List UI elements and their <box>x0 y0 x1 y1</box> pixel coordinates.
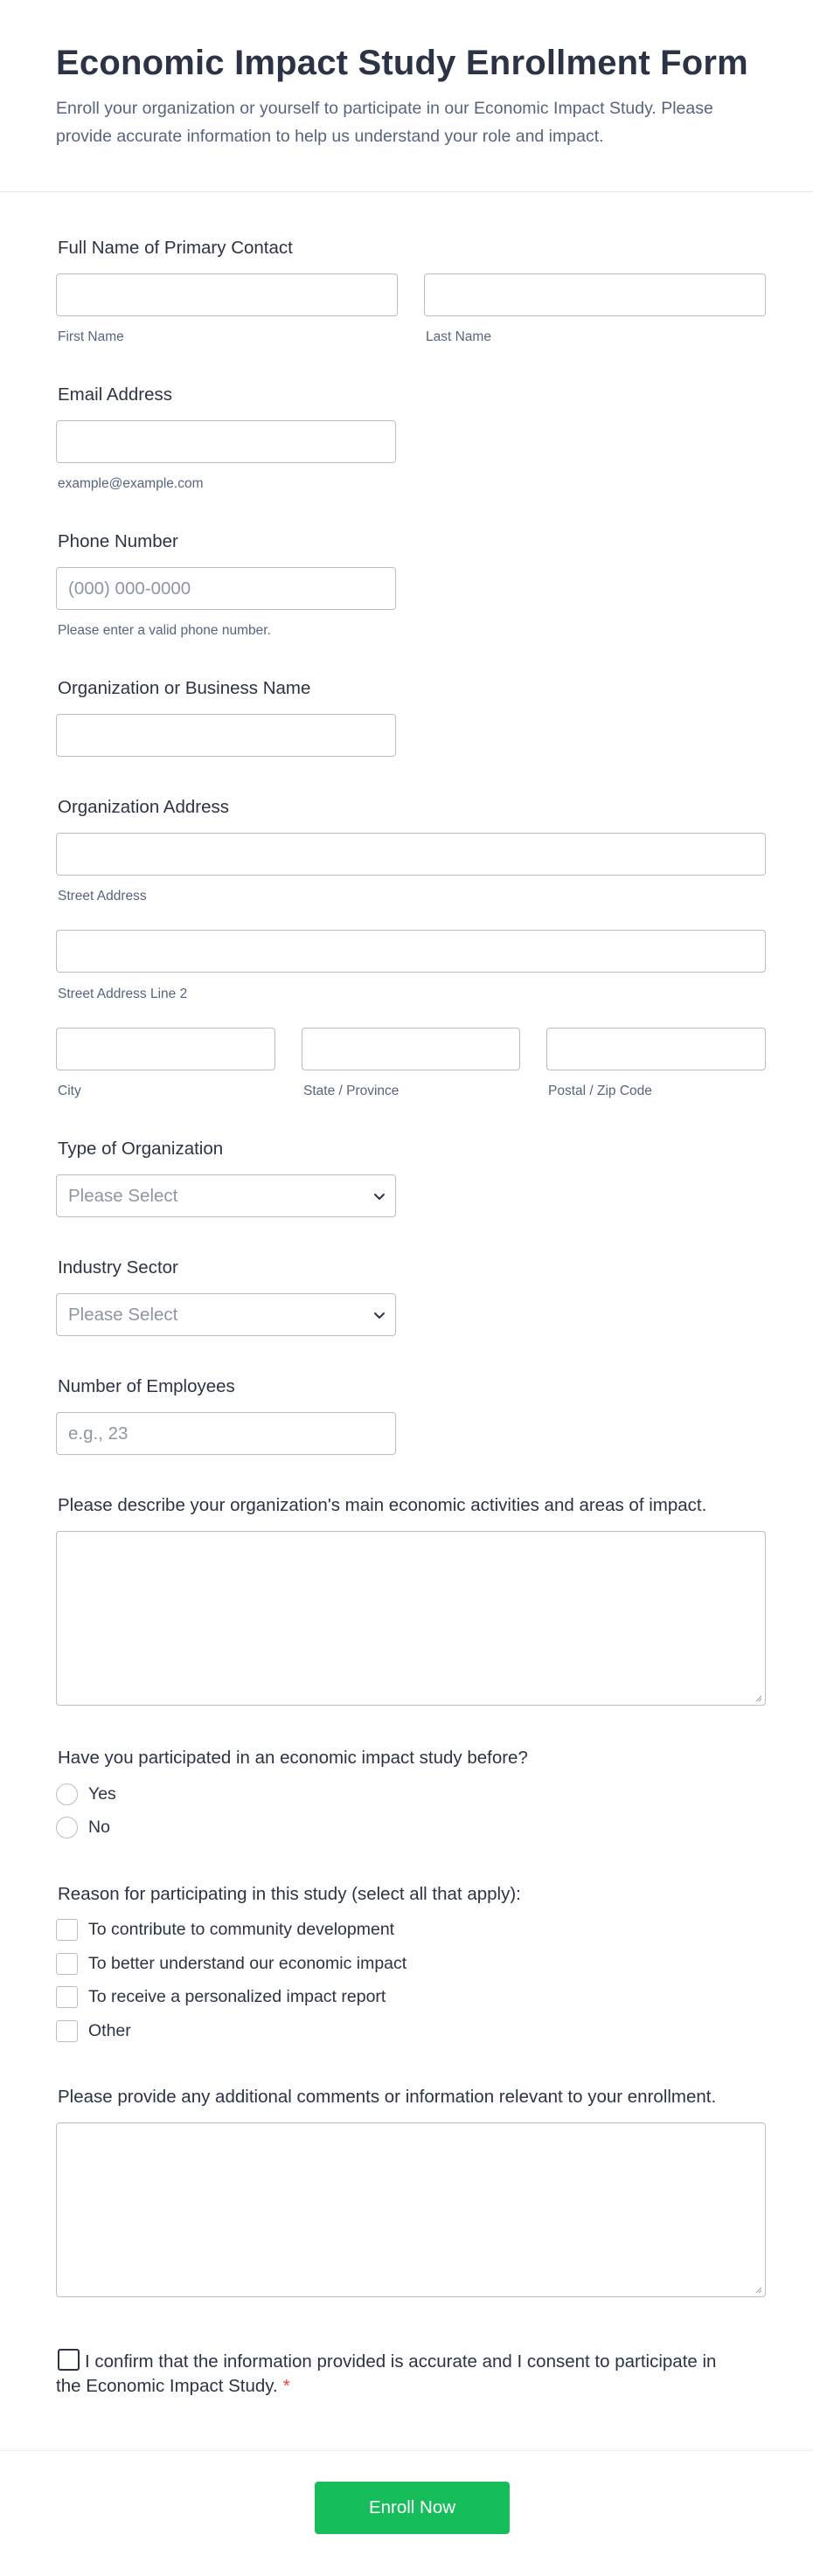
resize-grip-icon[interactable] <box>754 2285 762 2294</box>
email-label: Email Address <box>58 384 173 405</box>
form-footer <box>0 2450 813 2576</box>
street-address-line2-sublabel: Street Address Line 2 <box>58 987 188 1001</box>
checkbox-label: Other <box>88 2021 131 2040</box>
full-name-label: Full Name of Primary Contact <box>58 238 293 258</box>
street-address-input[interactable] <box>56 833 766 876</box>
chevron-down-icon <box>372 1189 386 1203</box>
organization-name-input[interactable] <box>56 714 396 757</box>
checkbox[interactable] <box>56 1919 78 1941</box>
reasons-label: Reason for participating in this study (select all that apply): <box>58 1884 521 1904</box>
activities-label: Please describe your organization's main economic activities and areas of impact. <box>58 1495 707 1515</box>
consent-checkbox[interactable] <box>58 2349 80 2371</box>
postal-code-input[interactable] <box>546 1028 766 1070</box>
email-sublabel: example@example.com <box>58 476 204 491</box>
email-input[interactable] <box>56 420 396 463</box>
city-input[interactable] <box>56 1028 275 1070</box>
checkbox-label: To receive a personalized impact report <box>88 1987 386 2006</box>
enroll-now-button[interactable]: Enroll Now <box>315 2482 510 2534</box>
radio-circle[interactable] <box>56 1817 78 1839</box>
phone-input[interactable]: (000) 000-0000 <box>56 567 396 610</box>
postal-code-sublabel: Postal / Zip Code <box>548 1084 652 1098</box>
required-mark: * <box>282 2376 290 2396</box>
prior-participation-label: Have you participated in an economic impact study before? <box>58 1748 528 1768</box>
phone-label: Phone Number <box>58 531 178 551</box>
street-address-line2-input[interactable] <box>56 930 766 973</box>
last-name-input[interactable] <box>424 274 766 316</box>
radio-circle[interactable] <box>56 1783 78 1805</box>
organization-name-label: Organization or Business Name <box>58 678 311 698</box>
radio-label: Yes <box>88 1784 116 1804</box>
checkbox[interactable] <box>56 2020 78 2042</box>
state-input[interactable] <box>302 1028 520 1070</box>
checkbox-label: To better understand our economic impact <box>88 1954 407 1973</box>
first-name-input[interactable] <box>56 274 398 316</box>
phone-sublabel: Please enter a valid phone number. <box>58 623 271 638</box>
consent-field[interactable] <box>56 2349 720 2399</box>
industry-placeholder: Please Select <box>68 1305 178 1325</box>
radio-label: No <box>88 1818 110 1837</box>
form-header <box>0 0 813 192</box>
chevron-down-icon <box>372 1308 386 1322</box>
address-label: Organization Address <box>58 797 230 817</box>
employees-input[interactable]: e.g., 23 <box>56 1412 396 1455</box>
activities-textarea[interactable] <box>56 1531 766 1706</box>
first-name-sublabel: First Name <box>58 329 124 344</box>
checkbox[interactable] <box>56 1953 78 1975</box>
last-name-sublabel: Last Name <box>426 329 491 344</box>
industry-select[interactable] <box>56 1293 396 1336</box>
resize-grip-icon[interactable] <box>754 1693 762 1702</box>
checkbox[interactable] <box>56 1986 78 2008</box>
comments-textarea[interactable] <box>56 2122 766 2297</box>
city-sublabel: City <box>58 1084 81 1098</box>
industry-label: Industry Sector <box>58 1257 178 1278</box>
state-sublabel: State / Province <box>303 1084 400 1098</box>
form-subtitle: Enroll your organization or yourself to participate in our Economic Impact Study. Please provide accurate information to help us understand your role and impact. <box>56 99 713 146</box>
checkbox-label: To contribute to community development <box>88 1920 395 1939</box>
employees-label: Number of Employees <box>58 1376 235 1396</box>
consent-text: I confirm that the information provided is accurate and I consent to participate in the Economic Impact Study. <box>56 2351 717 2396</box>
org-type-placeholder: Please Select <box>68 1186 178 1206</box>
org-type-select[interactable] <box>56 1174 396 1217</box>
street-address-sublabel: Street Address <box>58 889 147 904</box>
comments-label: Please provide any additional comments or information relevant to your enrollment. <box>58 2087 717 2107</box>
org-type-label: Type of Organization <box>58 1139 224 1159</box>
form-title: Economic Impact Study Enrollment Form <box>56 44 748 82</box>
